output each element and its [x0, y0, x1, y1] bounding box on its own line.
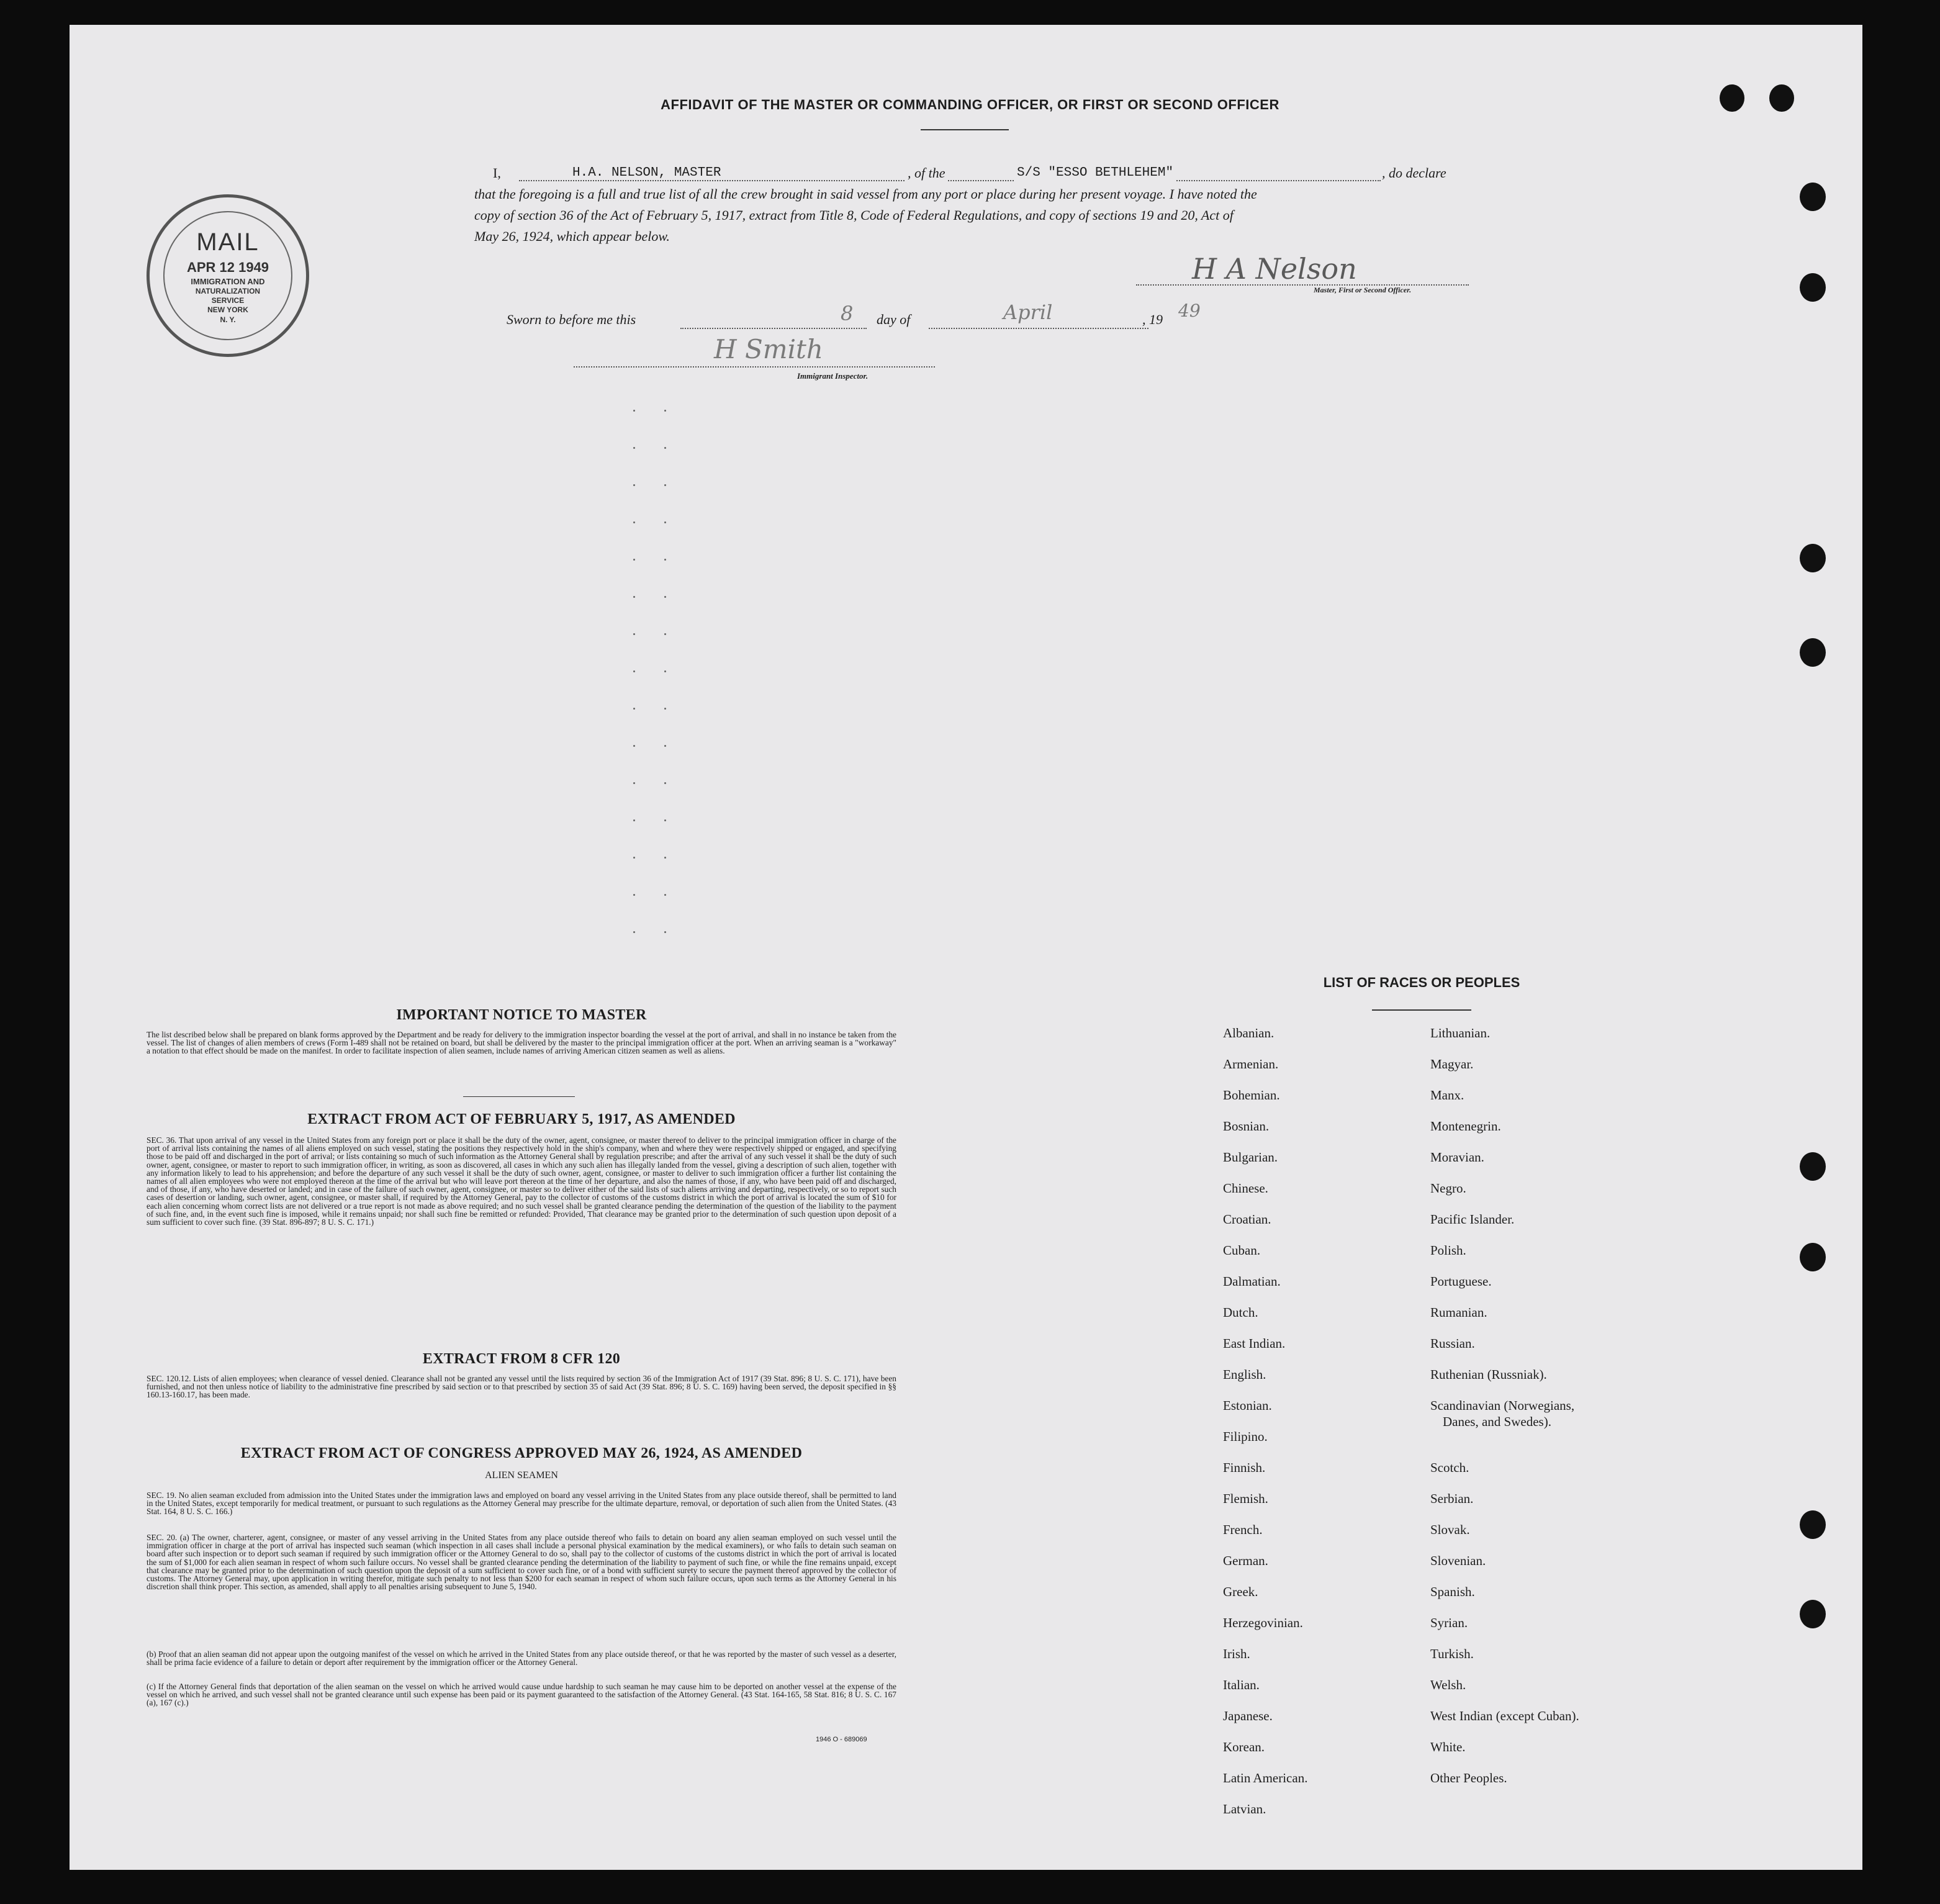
stamp-date: APR 12 1949 [186, 259, 269, 275]
race-item: East Indian. [1223, 1336, 1286, 1351]
extract-1924-sec20a: SEC. 20. (a) The owner, charterer, agent, consignee, or master of any vessel arriving in the United States from any place outside thereof who fails to detain on board any alien seaman employed on such vessel until the immigration officer in charge at the port of arrival has inspected such seaman (which inspection in all cases shall include a personal physical examination by the medical examiners), or who fails to detain such seaman on board after such inspection or to deport such seaman if required by such immigration officer or the Attorney General to do so, shall pay to the collector of customs of the customs district in which the port of arrival is located the sum of $1,000 for each alien seaman in respect of whom such failure occurs. No vessel shall be granted clearance pending the determination of the liability to payment of such fine, or while the fine remains unpaid, except that clearance may be granted prior to the determination of such question upon the deposit of a sum sufficient to cover such fine, or of a bond with sufficient surety to secure the payment thereof approved by the collector of customs. The Attorney General may, upon application in writing therefor, mitigate such penalty to not less than $200 for each seaman in respect of whom such failure occurs, upon such terms as the Attorney General in his discretion shall think proper. This section, as amended, shall apply to all penalties arising subsequent to June 5, 1940. [147, 1533, 896, 1592]
race-item: Dutch. [1223, 1305, 1258, 1320]
extract-1924-sec20b: (b) Proof that an alien seaman did not appear upon the outgoing manifest of the vessel on which he arrived in the United States from any place outside thereof, or that he was reported by the master of such vessel as a deserter, shall be prima facie evidence of a failure to detain or deport after requirement by the immigration officer or the Attorney General. [147, 1649, 896, 1667]
document-sheet [70, 25, 1862, 1870]
race-item: German. [1223, 1553, 1268, 1568]
race-item: Bosnian. [1223, 1119, 1270, 1134]
punch-hole [1800, 273, 1826, 302]
declaration-prefix: I, [493, 165, 501, 181]
race-item: Serbian. [1430, 1491, 1474, 1506]
race-item: Cuban. [1223, 1243, 1261, 1258]
sworn-month: April [1003, 300, 1053, 324]
title-rule [921, 129, 1009, 130]
do-declare-label: , do declare [1381, 163, 1446, 184]
race-item: Lithuanian. [1430, 1026, 1491, 1040]
page-title: AFFIDAVIT OF THE MASTER OR COMMANDING OFFICER, OR FIRST OR SECOND OFFICER [661, 97, 1279, 112]
year-prefix: , 19 [1142, 312, 1163, 327]
race-item: Herzegovinian. [1223, 1615, 1303, 1630]
race-item: Russian. [1430, 1336, 1475, 1351]
notice-text: The list described below shall be prepared on blank forms approved by the Department and be ready for delivery to the immigration inspector boarding the vessel at the port of arrival, and shall in no instance be taken from the vessel. The list of changes of alien members of crews (Form I-489 shall not be retained on board, but shall be delivered by the master to the principal immigration officer at the port. When an arriving seaman is a "workaway" a notation to that effect should be made on the manifest. In order to facilitate inspection of alien seamen, include names of arriving American citizen seamen as well as aliens. [147, 1030, 896, 1056]
sworn-line [507, 300, 1252, 334]
race-item: Estonian. [1223, 1398, 1272, 1413]
extract-cfr-text: SEC. 120.12. Lists of alien employees; when clearance of vessel denied. Clearance shall not be granted any vessel until the lists required by section 36 of the Immigration Act of 1917 (39 Stat. 896; 8 U. S. C. 171), have been furnished, and not then unless notice of liability to the administrative fine prescribed by said section or to that prescribed by section 35 of said Act (39 Stat. 896; 8 U. S. C. 169) having been served, the deposit specified in §§ 160.13-160.17, has been made. [147, 1374, 896, 1400]
race-item: Greek. [1223, 1584, 1258, 1599]
race-item: Croatian. [1223, 1212, 1271, 1227]
sworn-day-field [680, 315, 867, 329]
inspector-label: Immigrant Inspector. [797, 371, 868, 381]
sworn-day: 8 [841, 302, 854, 325]
race-item: Bulgarian. [1223, 1150, 1278, 1165]
race-item: West Indian (except Cuban). [1430, 1708, 1579, 1723]
race-item: Slovak. [1430, 1522, 1470, 1537]
race-item: Ruthenian (Russniak). [1430, 1367, 1547, 1382]
stamp-line1: IMMIGRATION AND [191, 277, 265, 286]
race-item: Bohemian. [1223, 1088, 1280, 1103]
race-item: Filipino. [1223, 1429, 1268, 1444]
punch-hole [1800, 544, 1826, 572]
race-item: Finnish. [1223, 1460, 1266, 1475]
race-item: Scotch. [1430, 1460, 1469, 1475]
punch-hole [1800, 638, 1826, 667]
day-of-label: day of [877, 312, 911, 327]
race-item: Chinese. [1223, 1181, 1268, 1196]
race-item: Scandinavian (Norwegians, [1430, 1398, 1575, 1413]
mail-stamp [147, 194, 309, 357]
stamp-mail: MAIL [196, 228, 259, 256]
race-item: Moravian. [1430, 1150, 1484, 1165]
race-item: Dalmatian. [1223, 1274, 1281, 1289]
stamp-line4: NEW YORK [207, 305, 248, 314]
race-item: French. [1223, 1522, 1263, 1537]
punch-hole [1800, 183, 1826, 211]
declaration-line3: copy of section 36 of the Act of February 5, 1917, extract from Title 8, Code of Federal Regulations, and copy of sections 19 and 20, Act of [474, 207, 1234, 223]
race-item: Other Peoples. [1430, 1771, 1507, 1785]
master-signature: H A Nelson [1192, 252, 1357, 286]
extract-1924-title: EXTRACT FROM ACT OF CONGRESS APPROVED MAY 26, 1924, AS AMENDED [240, 1445, 803, 1461]
race-item: Flemish. [1223, 1491, 1268, 1506]
race-item: Turkish. [1430, 1646, 1474, 1661]
race-item: Latvian. [1223, 1802, 1266, 1816]
extract-cfr-title: EXTRACT FROM 8 CFR 120 [422, 1351, 621, 1367]
sworn-prefix: Sworn to before me this [507, 312, 636, 327]
race-item: Negro. [1430, 1181, 1466, 1196]
race-item: Irish. [1223, 1646, 1250, 1661]
extract-1924-sec19: SEC. 19. No alien seaman excluded from admission into the United States under the immigration laws and employed on board any vessel arriving in the United States from any place outside thereof, shall be permitted to land in the United States, except temporarily for medical treatment, or pursuant to such regulations as the Attorney General may prescribe for the ultimate departure, removal, or deportation of such alien from the United States. (43 Stat. 164, 8 U. S. C. 166.) [147, 1491, 896, 1517]
race-item: Albanian. [1223, 1026, 1275, 1040]
race-item: White. [1430, 1739, 1466, 1754]
declaration-line1 [474, 163, 1470, 184]
punch-hole [1800, 1243, 1826, 1271]
race-item: Korean. [1223, 1739, 1265, 1754]
master-signature-label: Master, First or Second Officer. [1314, 286, 1412, 294]
race-item: Manx. [1430, 1088, 1464, 1103]
race-item: Latin American. [1223, 1771, 1308, 1785]
race-scandinavian-line2: Danes, and Swedes). [1443, 1414, 1551, 1429]
race-item: Portuguese. [1430, 1274, 1492, 1289]
stamp-line5: N. Y. [220, 315, 236, 324]
extract-1917-text: SEC. 36. That upon arrival of any vessel in the United States from any foreign port or place it shall be the duty of the owner, agent, consignee, or master thereof to deliver to the principal immigration officer in charge of the port of arrival lists containing the names of all aliens employed on such vessel, stating the positions they respectively hold in the ship's company, when and where they were respectively shipped or engaged, and specifying those to be paid off and discharged in the port of arrival; or lists containing so much of such information as the Attorney General shall by regulation prescribe; and after the arrival of any such vessel it shall be the duty of such owner, agent, consignee, or master to report to such immigration officer, in writing, as soon as discovered, all cases in which any such alien has illegally landed from the vessel, giving a description of such alien, together with any information likely to lead to his apprehension; and before the departure of any such vessel it shall be the duty of such owner, agent, consignee, or master to deliver to such immigration officer a further list containing the names of all alien employees who were not employed thereon at the time of the arrival but who will leave port thereon at the time of her departure, and also the names of those, if any, who have been paid off and discharged, and of those, if any, who have deserted or landed; and in case of the failure of such owner, agent, consignee, or master so to deliver either of the said lists of such aliens arriving and departing, respectively, or so to report such cases of desertion or landing, such owner, agent, consignee, or master shall, if required by the Attorney General, pay to the collector of customs of the customs district in which the port of arrival is located the sum of $10 for each alien concerning whom correct lists are not delivered or a true report is not made as above required; and no such vessel shall be granted clearance pending the determination of the question of the liability to the payment of such fine, and, in the event such fine is imposed, while it remains unpaid; nor shall such fine be remitted or refunded: Provided, That clearance may be granted prior to the determination of such question upon deposit of a sum sufficient to cover such fine. (39 Stat. 896-897; 8 U. S. C. 171.) [147, 1135, 896, 1227]
extract-1917-title: EXTRACT FROM ACT OF FEBRUARY 5, 1917, AS AMENDED [307, 1111, 736, 1127]
extract-1924-sec20c: (c) If the Attorney General finds that deportation of the alien seaman on the vessel on which he arrived would cause undue hardship to such seaman he may cause him to be deported on another vessel at the expense of the vessel on which he arrived, and such vessel shall not be granted clearance until such expense has been paid or its payment guaranteed to the satisfaction of the Attorney General. (43 Stat. 164-165, 58 Stat. 816; 8 U. S. C. 167 (a), 167 (c).) [147, 1682, 896, 1708]
race-item: English. [1223, 1367, 1266, 1382]
of-the-label: , of the [905, 163, 948, 184]
sworn-year: 49 [1178, 300, 1201, 321]
race-item: Slovenian. [1430, 1553, 1486, 1568]
race-item: Pacific Islander. [1430, 1212, 1515, 1227]
declaration-line4: May 26, 1924, which appear below. [474, 228, 670, 244]
vessel-name: S/S "ESSO BETHLEHEM" [1014, 163, 1176, 184]
races-rule [1372, 1009, 1471, 1011]
stamp-line3: SERVICE [211, 296, 245, 305]
race-item: Spanish. [1430, 1584, 1475, 1599]
inspector-signature-line [574, 365, 935, 368]
race-item: Syrian. [1430, 1615, 1468, 1630]
master-name: H.A. NELSON, MASTER [572, 166, 721, 180]
print-code: 1946 O - 689069 [816, 1736, 867, 1743]
punch-hole [1800, 1600, 1826, 1628]
race-item: Armenian. [1223, 1057, 1279, 1072]
section-rule [463, 1096, 575, 1097]
race-item: Montenegrin. [1430, 1119, 1501, 1134]
extract-1924-subtitle: ALIEN SEAMEN [485, 1470, 558, 1481]
races-title: LIST OF RACES OR PEOPLES [1323, 975, 1520, 990]
race-item: Rumanian. [1430, 1305, 1487, 1320]
race-item: Japanese. [1223, 1708, 1273, 1723]
stamp-line2: NATURALIZATION [195, 287, 261, 296]
inspector-signature: H Smith [714, 334, 823, 364]
notice-title: IMPORTANT NOTICE TO MASTER [396, 1007, 647, 1023]
declaration-line2: that the foregoing is a full and true list of all the crew brought in said vessel from any port or place during her present voyage. I have noted the [474, 186, 1257, 202]
punch-hole [1800, 1152, 1826, 1181]
punch-hole [1800, 1510, 1826, 1539]
race-item: Polish. [1430, 1243, 1466, 1258]
faint-guide-dots [627, 410, 677, 956]
race-item: Welsh. [1430, 1677, 1466, 1692]
race-item: Magyar. [1430, 1057, 1474, 1072]
race-item: Italian. [1223, 1677, 1260, 1692]
